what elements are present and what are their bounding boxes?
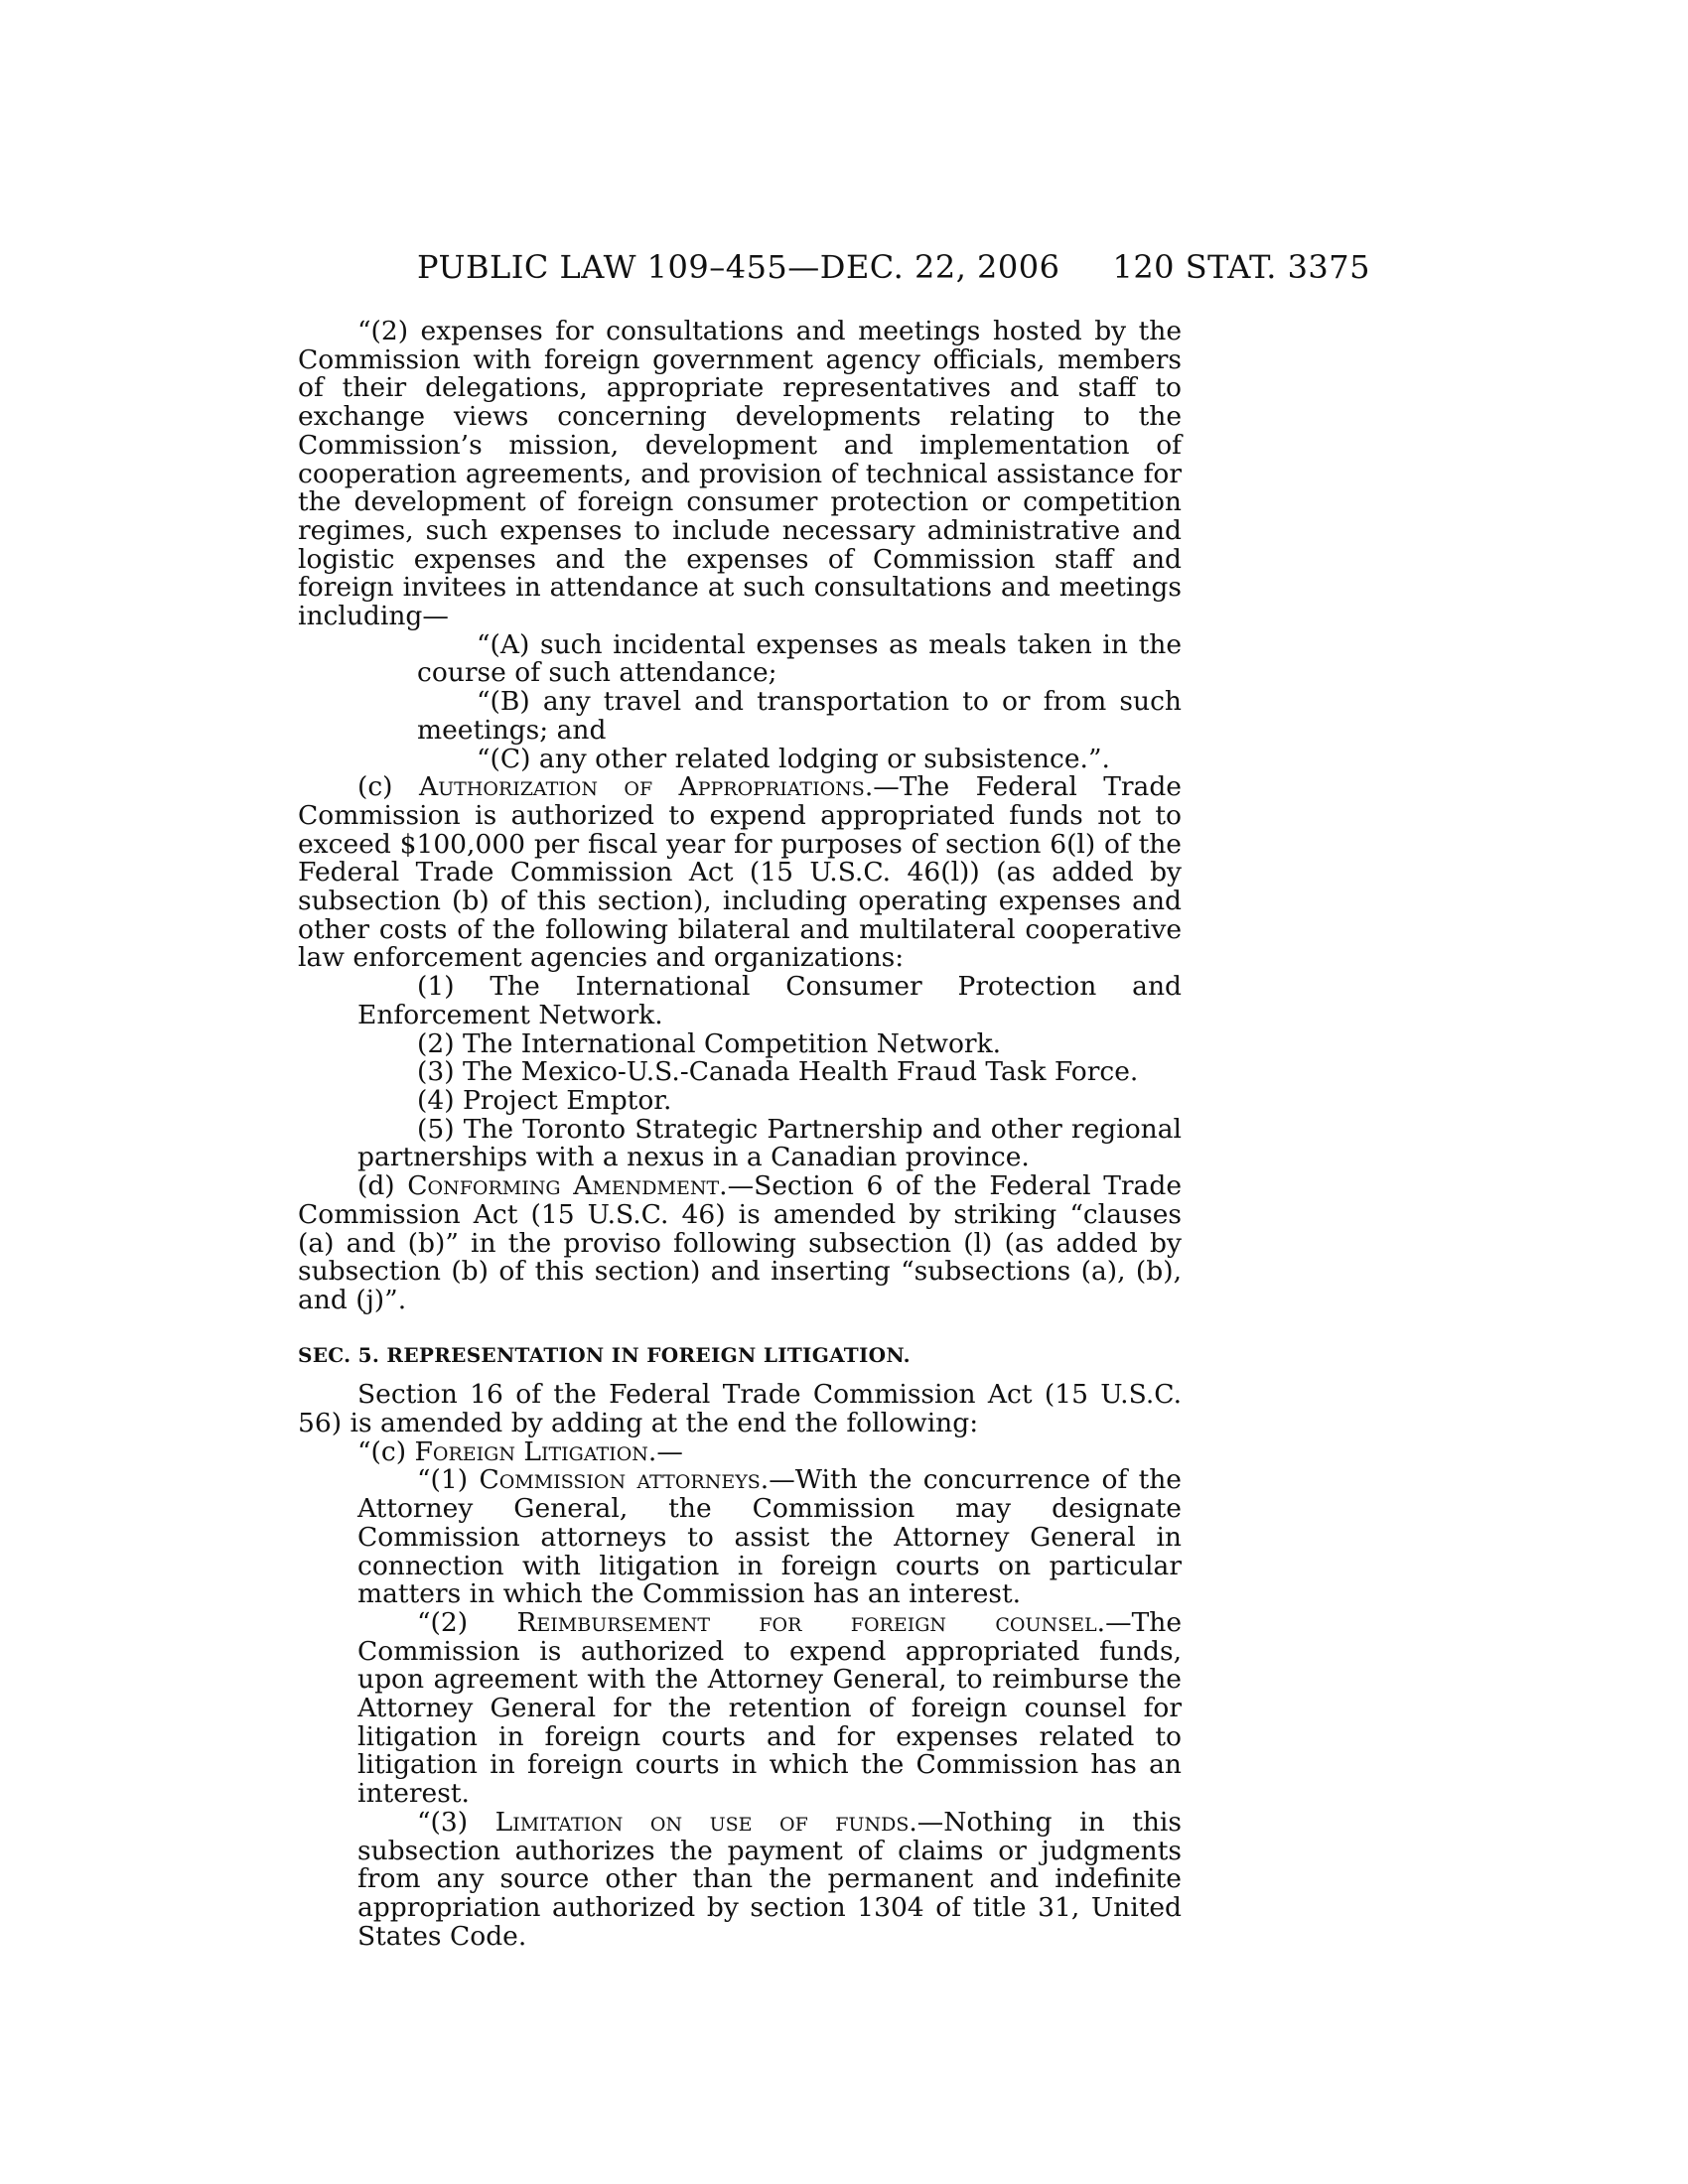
law-citation: PUBLIC LAW 109–455—DEC. 22, 2006 (417, 248, 1060, 286)
section-5-heading: SEC. 5. REPRESENTATION IN FOREIGN LITIGATION. (298, 1342, 911, 1367)
subsection-c-label: (c) (357, 771, 419, 803)
section-5-intro: Section 16 of the Federal Trade Commission Act (15 U.S.C. 56) is amended by adding at the end the following: (298, 1379, 1182, 1439)
foreign-litigation-dash: .— (647, 1435, 683, 1467)
paragraph-2-text: .—The Commission is authorized to expend appropriated funds, upon agreement with the Attorney General, to reimburse the Attorney General for the retention of foreign counsel for litigation in foreign courts and for expenses related to litigation in foreign courts in which the Commission has an interest. (357, 1606, 1183, 1810)
subparagraph-a: “(A) such incidental expenses as meals taken in the course of such attendance; (417, 628, 1182, 689)
foreign-litigation-label: “(c) (357, 1435, 415, 1467)
paragraph-3-limitation (298, 1806, 1183, 1952)
list-item-4: (4) Project Emptor. (417, 1084, 672, 1116)
subparagraph-c: “(C) any other related lodging or subsistence.”. (477, 743, 1110, 774)
list-item-1: (1) The International Consumer Protection and Enforcement Network. (357, 971, 1182, 1030)
paragraph-3-text: .—Nothing in this subsection authorizes the payment of claims or judgments from any source other than the permanent and indefinite appropriation authorized by section 1304 of title 31, United States Code. (357, 1806, 1183, 1952)
subsection-d-heading: Conforming Amendment (407, 1170, 720, 1202)
foreign-litigation (298, 1435, 1182, 1467)
paragraph-2-reimbursement (298, 1606, 1183, 1810)
paragraph-2-expenses: “(2) expenses for consultations and meetings hosted by the Commission with foreign government agency officials, members of their delegations, appropriate representatives and staff to exchange views concerning developments relating to the Commission’s mission, development and implementation of cooperation agreements, and provision of technical assistance for the development of foreign consumer protection or competition regimes, such expenses to include necessary administrative and logistic expenses and the expenses of Commission staff and foreign invitees in attendance at such consultations and meetings including— (298, 316, 1182, 632)
subsection-c-heading: Authorization of Appropriations (418, 771, 865, 803)
subsection-d-label: (d) (357, 1170, 408, 1202)
subsection-c (298, 773, 1182, 973)
paragraph-2-label: “(2) (417, 1606, 517, 1638)
list-item-3: (3) The Mexico-U.S.-Canada Health Fraud Task Force. (417, 1056, 1139, 1088)
page-number: 120 STAT. 3375 (1112, 248, 1370, 286)
paragraph-2-heading: Reimbursement for foreign counsel (516, 1606, 1097, 1638)
subsection-c-text: .—The Federal Trade Commission is authorized to expend appropriated funds not to exceed $100,000 per fiscal year for purposes of section 6(l) of the Federal Trade Commission Act (15 U.S.C. 46(l)) (as added by subsection (b) of this section), including operating expenses and other costs of the following bilateral and multilateral cooperative law enforcement agencies and organizations: (298, 771, 1182, 974)
list-item-5: (5) The Toronto Strategic Partnership and other regional partnerships with a nexus in a Canadian province. (357, 1113, 1182, 1173)
paragraph-3-heading: Limitation on use of funds (494, 1806, 910, 1838)
subsection-d-text: .—Section 6 of the Federal Trade Commission Act (15 U.S.C. 46) is amended by striking “clauses (a) and (b)” in the proviso following subsection (l) (as added by subsection (b) of this section) and inserting “subsections (a), (b), and (j)”. (298, 1170, 1182, 1315)
subsection-d (298, 1172, 1182, 1315)
subparagraph-b: “(B) any travel and transportation to or from such meetings; and (417, 686, 1182, 746)
paragraph-3-label: “(3) (417, 1806, 495, 1838)
list-item-2: (2) The International Competition Network. (417, 1027, 1002, 1059)
statute-body (298, 318, 1182, 1951)
foreign-litigation-heading: Foreign Litigation (414, 1435, 648, 1467)
running-header (298, 248, 1370, 292)
paragraph-1-heading: Commission attorneys (479, 1464, 761, 1496)
paragraph-1-attorneys (298, 1466, 1182, 1609)
paragraph-1-text: .—With the concurrence of the Attorney General, the Commission may designate Commission attorneys to assist the Attorney General in connection with litigation in foreign courts on particular matters in which the Commission has an interest. (357, 1464, 1182, 1610)
paragraph-1-label: “(1) (417, 1464, 480, 1496)
